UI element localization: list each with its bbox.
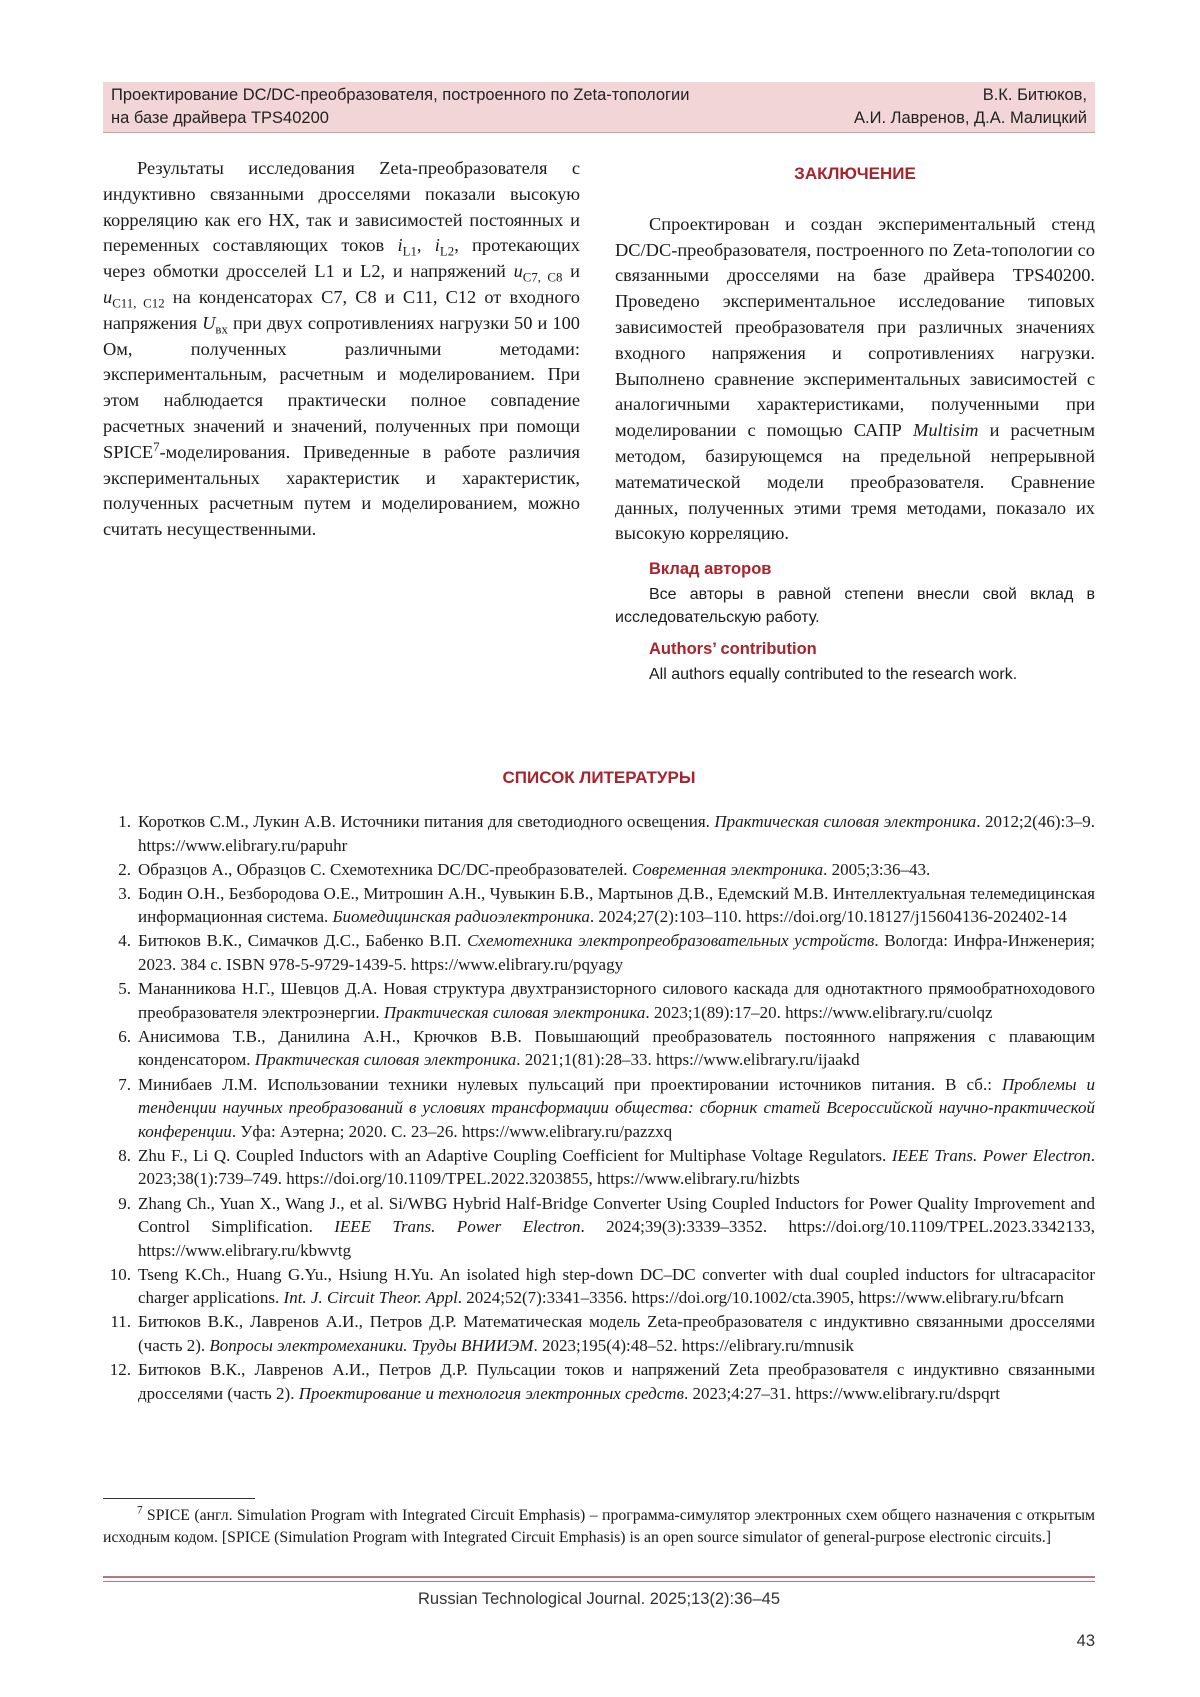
conclusion-paragraph: Спроектирован и создан экспериментальный стенд DC/DC-преобразователя, построенного по Zeta-топологии со связанными дросселями на базе драйвера TPS40200. Проведено экспериментальное исследование типовых зависимостей преобразователя при различных значениях входного напряжения и сопротивлениях нагрузки. Выполнено сравнение экспериментальных зависимостей с аналогичными характеристиками, полученными при моделировании с помощью САПР Multisim и расчетным методом, базирующемся на предельной непрерывной математической модели преобразователя. Сравнение данных, полученных этими тремя методами, показало их высокую корреляцию.: [615, 213, 1095, 544]
footnote-text: SPICE (англ. Simulation Program with Integrated Circuit Emphasis) – программа-симулятор электронных схем общего назначения с открытым исходным кодом. [SPICE (Simulation Program with Integrated Circuit Emphasis) is an open source simulator of general-purpose electronic circuits.]: [103, 1507, 1095, 1546]
footnote: [103, 1505, 1095, 1549]
header-title-line1: Проектирование DC/DC-преобразователя, построенного по Zeta-топологии: [111, 86, 690, 104]
reference-item: 1. Коротков С.М., Лукин А.В. Источники питания для светодиодного освещения. Практическая силовая электроника. 2012;2(46):3–9. https://www.elibrary.ru/papuhr: [118, 812, 1095, 855]
reference-item: 6. Анисимова Т.В., Данилина А.Н., Крючков В.В. Повышающий преобразователь постоянного напряжения с плавающим конденсатором. Практическая силовая электроника. 2021;1(81):28–33. https://www.elibrary.ru/ijaakd: [118, 1026, 1095, 1070]
contribution-en-text: All authors equally contributed to the research work.: [649, 665, 1018, 683]
left-column: [103, 156, 580, 543]
reference-item: 2. Образцов А., Образцов С. Схемотехника DC/DC-преобразователей. Современная электроника. 2005;3:36–43.: [118, 859, 931, 879]
page-number: 43: [1076, 1632, 1095, 1650]
reference-item: 5. Мананникова Н.Г., Шевцов Д.А. Новая структура двухтранзисторного силового каскада для однотактного прямообратноходового преобразователя электроэнергии. Практическая силовая электроника. 2023;1(89):17–20. https://www.elibrary.ru/cuolqz: [118, 979, 1095, 1022]
header-authors-line1: В.К. Битюков,: [982, 86, 1087, 104]
conclusion-heading: ЗАКЛЮЧЕНИЕ: [794, 164, 916, 183]
results-paragraph: Результаты исследования Zeta-преобразователя с индуктивно связанными дросселями показали высокую корреляцию как его НХ, так и зависимостей постоянных и переменных составляющих токов $i_{L1}$, $i_{L2}$, протекающих через обмотки дросселей L1 и L2, и напряжений $u_{C7, C8}$ и $u_{C11, C12}$ на конденсаторах C7, C8 и C11, C12 от входного напряжения $U_{вх}$ при двух сопротивлениях нагрузки 50 и 100 Ом, полученных различными методами: экспериментальным, расчетным и моделированием. При этом наблюдается практически полное совпадение расчетных значений и значений, полученных при помощи SPICE$^7$-моделирования. Приведенные в работе различия экспериментальных характеристик и характеристик, полученных расчетным путем и моделированием, можно считать несущественными.: [103, 158, 581, 540]
footnote-mark: 7: [137, 1504, 143, 1517]
reference-item: 3. Бодин О.Н., Безбородова О.Е., Митрошин А.Н., Чувыкин Б.В., Мартынов Д.В., Едемский М.В. Интеллектуальная телемедицинская информационная система. Биомедицинская радиоэлектроника. 2024;27(2):103–110. https://doi.org/10.18127/j15604136-202402-14: [118, 883, 1095, 927]
footer-divider-thin: [103, 1581, 1095, 1582]
references-heading: СПИСОК ЛИТЕРАТУРЫ: [502, 768, 696, 787]
reference-item: 11. Битюков В.К., Лавренов А.И., Петров Д.Р. Математическая модель Zeta-преобразователя с индуктивно связанными дросселями (часть 2). Вопросы электромеханики. Труды ВНИИЭМ. 2023;195(4):48–52. https://elibrary.ru/mnusik: [110, 1312, 1095, 1356]
contribution-ru-text: Все авторы в равной степени внесли свой вклад в исследовательскую работу.: [615, 585, 1095, 626]
reference-item: 4. Битюков В.К., Симачков Д.С., Бабенко В.П. Схемотехника электропреобразовательных устройств. Вологда: Инфра-Инженерия; 2023. 384 с. ISBN 978-5-9729-1439-5. https://www.elibrary.ru/pqyagy: [118, 931, 1096, 975]
reference-item: 8. Zhu F., Li Q. Coupled Inductors with an Adaptive Coupling Coefficient for Multiphase Voltage Regulators. IEEE Trans. Power Electron. 2023;38(1):739–749. https://doi.org/10.1109/TPEL.2022.3203855, https://www.elibrary.ru/hizbts: [118, 1145, 1095, 1189]
header-authors: [854, 84, 1087, 130]
header-title-line2: на базе драйвера TPS40200: [111, 109, 329, 127]
reference-item: 7. Минибаев Л.М. Использовании техники нулевых пульсаций при проектировании источников питания. В сб.: Проблемы и тенденции научных преобразований в условиях трансформации общества: сборник статей Всероссийской научно-практической конференции. Уфа: Аэтерна; 2020. С. 23–26. https://www.elibrary.ru/pazzxq: [118, 1074, 1095, 1141]
reference-list: [103, 810, 1095, 1406]
contribution-en-heading: Authors’ contribution: [649, 639, 817, 658]
reference-item: 9. Zhang Ch., Yuan X., Wang J., et al. Si/WBG Hybrid Half-Bridge Converter Using Coupled Inductors for Power Quality Improvement and Control Simplification. IEEE Trans. Power Electron. 2024;39(3):3339–3352. https://doi.org/10.1109/TPEL.2023.3342133, https://www.elibrary.ru/kbwvtg: [118, 1193, 1095, 1260]
footnote-ref[interactable]: 7: [153, 439, 160, 454]
journal-citation: Russian Technological Journal. 2025;13(2):36–45: [417, 1590, 781, 1608]
right-column: [615, 161, 1095, 686]
header-title: [111, 84, 689, 130]
header-authors-line2: А.И. Лавренов, Д.А. Малицкий: [854, 109, 1087, 127]
reference-item: 10. Tseng K.Ch., Huang G.Yu., Hsiung H.Yu. An isolated high step-down DC–DC converter with dual coupled inductors for ultracapacitor charger applications. Int. J. Circuit Theor. Appl. 2024;52(7):3341–3356. https://doi.org/10.1002/cta.3905, https://www.elibrary.ru/bfcarn: [109, 1264, 1095, 1308]
contribution-ru-heading: Вклад авторов: [649, 560, 772, 579]
footnote-divider: [103, 1498, 255, 1499]
running-header: [103, 82, 1095, 133]
reference-item: 12. Битюков В.К., Лавренов А.И., Петров Д.Р. Пульсации токов и напряжений Zeta преобразователя с индуктивно связанными дросселями (часть 2). Проектирование и технология электронных средств. 2023;4:27–31. https://www.elibrary.ru/dspqrt: [109, 1360, 1095, 1403]
footer-divider: [103, 1576, 1095, 1578]
